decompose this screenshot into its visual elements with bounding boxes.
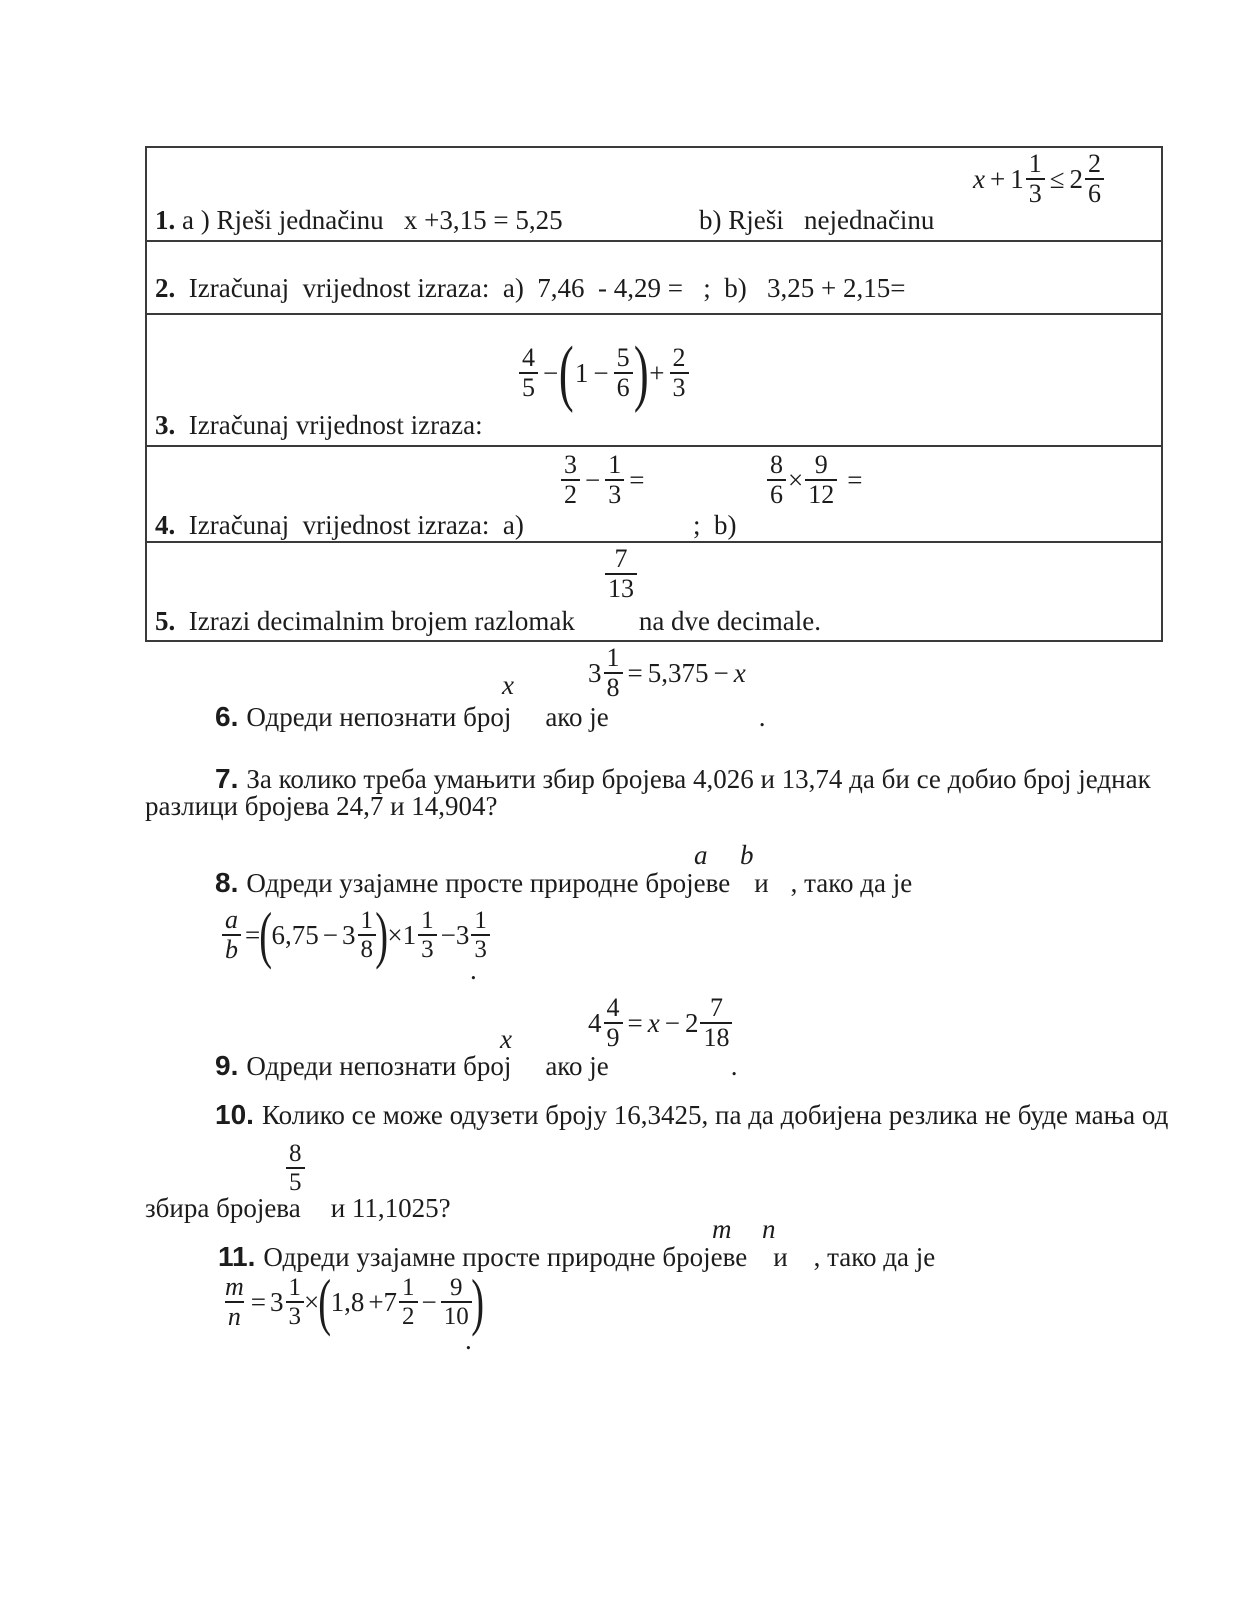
numerator: 1 bbox=[474, 907, 487, 934]
row1-text bbox=[155, 204, 563, 237]
var-x: x bbox=[647, 1007, 660, 1038]
decimal-number: 6,75 bbox=[271, 919, 319, 950]
row1-text-b bbox=[699, 204, 934, 237]
whole-part: 3 bbox=[588, 657, 602, 688]
equals-sign: = bbox=[245, 919, 261, 950]
mixed-number bbox=[342, 907, 376, 963]
fraction bbox=[1085, 150, 1104, 208]
numerator: 2 bbox=[672, 342, 686, 372]
numerator: 4 bbox=[522, 342, 535, 372]
denominator: 8 bbox=[358, 934, 377, 963]
denominator: 8 bbox=[604, 672, 623, 702]
problem-number: 1. bbox=[155, 205, 176, 235]
close-paren: ) bbox=[375, 898, 389, 970]
problem-number: 10. bbox=[215, 1099, 254, 1130]
p9-text bbox=[215, 1049, 738, 1083]
row5-text bbox=[155, 605, 821, 638]
p8-var-a: a bbox=[694, 840, 708, 870]
problem-number: 9. bbox=[215, 1050, 239, 1081]
problem-number: 7. bbox=[215, 763, 239, 794]
numerator: 1 bbox=[360, 907, 374, 934]
fraction bbox=[222, 906, 241, 964]
row3-statement: Izračunaj vrijednost izraza: bbox=[175, 410, 483, 440]
p7-statement-line1: За колико треба умањити збир бројева 4,026 и 13,74 да би се добио број једнак bbox=[246, 764, 1151, 794]
fraction bbox=[286, 1140, 305, 1196]
p11-period: . bbox=[465, 1325, 472, 1355]
denominator: 3 bbox=[418, 934, 437, 963]
row4-text bbox=[155, 509, 524, 542]
minus-sign: − bbox=[585, 464, 601, 495]
p8-equation bbox=[222, 896, 490, 974]
fraction bbox=[614, 344, 633, 402]
numerator: 5 bbox=[616, 342, 630, 372]
table-row-5 bbox=[147, 543, 1161, 640]
p9-statement-b: ако је bbox=[545, 1051, 609, 1081]
table-row-4 bbox=[147, 447, 1161, 543]
fraction bbox=[605, 545, 637, 603]
whole-part: 3 bbox=[342, 919, 356, 950]
denominator: 3 bbox=[605, 479, 624, 509]
denominator: b bbox=[222, 934, 241, 964]
row4-formula-a bbox=[561, 451, 644, 509]
p10-line2 bbox=[145, 1192, 451, 1225]
p9-statement-a: Одреди непознати број bbox=[246, 1051, 512, 1081]
table-row-1 bbox=[147, 148, 1161, 242]
fraction bbox=[399, 1274, 418, 1330]
numerator: 4 bbox=[606, 992, 620, 1022]
whole-part: 4 bbox=[588, 1007, 602, 1038]
numerator: m bbox=[225, 1271, 244, 1301]
row4-formula-b bbox=[767, 451, 862, 509]
p8-period: . bbox=[470, 955, 477, 985]
p6-statement-b: ако је bbox=[545, 702, 609, 732]
row5-fraction-formula bbox=[605, 545, 637, 603]
p11-var-n: n bbox=[762, 1214, 776, 1244]
p6-statement-a: Одреди непознати број bbox=[246, 702, 512, 732]
denominator: 5 bbox=[286, 1167, 305, 1196]
times-sign: × bbox=[304, 1286, 320, 1317]
plus-sign: + bbox=[649, 357, 665, 388]
open-paren: ( bbox=[559, 331, 574, 414]
p8-var-b: b bbox=[740, 840, 754, 870]
problem-number: 2. bbox=[155, 273, 176, 303]
minus-sign: − bbox=[543, 357, 559, 388]
integer: 1 bbox=[574, 357, 589, 388]
p11-var-m: m bbox=[712, 1214, 732, 1244]
p9-var-x: x bbox=[500, 1024, 512, 1054]
fraction bbox=[1026, 150, 1045, 208]
fraction bbox=[441, 1274, 472, 1330]
whole-part: 2 bbox=[1069, 163, 1084, 194]
denominator: 13 bbox=[605, 573, 637, 603]
numerator: 1 bbox=[402, 1274, 415, 1301]
problem-number: 11. bbox=[218, 1241, 256, 1272]
problems-table bbox=[145, 146, 1163, 642]
fraction bbox=[605, 451, 624, 509]
mixed-number bbox=[588, 644, 623, 702]
plus-sign: + bbox=[989, 163, 1006, 194]
numerator: 9 bbox=[814, 449, 828, 479]
denominator: 2 bbox=[399, 1301, 418, 1330]
denominator: 3 bbox=[670, 372, 689, 402]
row4-statement-b: ; b) bbox=[693, 510, 737, 540]
mixed-number bbox=[270, 1274, 304, 1330]
whole-part: 3 bbox=[270, 1286, 284, 1317]
table-row-2 bbox=[147, 242, 1161, 315]
problem-number: 6. bbox=[215, 701, 239, 732]
denominator: 12 bbox=[805, 479, 837, 509]
close-paren: ) bbox=[471, 1265, 484, 1337]
numerator: a bbox=[225, 904, 238, 934]
row4-text-b bbox=[693, 509, 737, 542]
denominator: 6 bbox=[614, 372, 633, 402]
whole-part: 1 bbox=[402, 919, 417, 950]
fraction bbox=[286, 1274, 305, 1330]
mixed-number bbox=[685, 994, 733, 1052]
numerator: 1 bbox=[1028, 148, 1042, 178]
p6-equation bbox=[588, 642, 746, 704]
p11-statement-a: Одреди узајамне просте природне бројеве bbox=[263, 1242, 748, 1272]
numerator: 1 bbox=[608, 449, 622, 479]
mixed-number bbox=[1010, 150, 1045, 208]
fraction bbox=[700, 994, 732, 1052]
numerator: 7 bbox=[709, 992, 723, 1022]
problem-number: 4. bbox=[155, 510, 176, 540]
decimal-number: 5,375 bbox=[647, 657, 709, 688]
numerator: 1 bbox=[288, 1274, 302, 1301]
denominator: 10 bbox=[441, 1301, 472, 1330]
mixed-number bbox=[1070, 150, 1105, 208]
minus-sign: − bbox=[713, 657, 729, 688]
minus-sign: − bbox=[322, 919, 339, 950]
numerator: 2 bbox=[1088, 148, 1102, 178]
period: . bbox=[758, 702, 766, 732]
open-paren: ( bbox=[318, 1265, 332, 1337]
row5-statement-a: Izrazi decimalnim brojem razlomak bbox=[175, 606, 575, 636]
denominator: n bbox=[225, 1301, 244, 1331]
problem-number: 3. bbox=[155, 410, 176, 440]
row2-statement: Izračunaj vrijednost izraza: a) 7,46 - 4,29 = ; b) 3,25 + 2,15= bbox=[175, 273, 906, 303]
denominator: 5 bbox=[519, 372, 538, 402]
fraction bbox=[519, 344, 538, 402]
mixed-number bbox=[403, 907, 437, 963]
numerator: 8 bbox=[770, 449, 783, 479]
fraction bbox=[418, 907, 437, 963]
p11-statement-b: , тако да је bbox=[813, 1242, 936, 1272]
minus-sign: − bbox=[421, 1286, 437, 1317]
decimal-number: 1,8 bbox=[330, 1286, 365, 1317]
equals-sign: = bbox=[627, 1007, 643, 1038]
fraction bbox=[805, 451, 837, 509]
p11-equation bbox=[222, 1262, 484, 1342]
whole-part: 1 bbox=[1010, 163, 1024, 194]
denominator: 18 bbox=[700, 1022, 732, 1052]
numerator: 8 bbox=[289, 1140, 302, 1167]
numerator: 1 bbox=[421, 907, 434, 934]
p7-line2 bbox=[145, 790, 498, 823]
minus-sign: − bbox=[593, 357, 609, 388]
denominator: 6 bbox=[1085, 178, 1104, 208]
row1-statement-b: b) Rješi nejednačinu bbox=[699, 205, 935, 235]
p10-statement-line2a: збира бројева bbox=[145, 1193, 301, 1223]
equals-sign: = bbox=[847, 464, 863, 495]
equals-sign: = bbox=[250, 1286, 267, 1317]
denominator: 3 bbox=[286, 1301, 305, 1330]
p6-text bbox=[215, 700, 766, 734]
p10-line1 bbox=[215, 1098, 1168, 1132]
denominator: 9 bbox=[604, 1022, 623, 1052]
problem-number: 8. bbox=[215, 867, 239, 898]
p10-statement-line1: Колико се може одузети броју 16,3425, па да добијена резлика не буде мања од bbox=[261, 1100, 1169, 1130]
fraction bbox=[604, 644, 623, 702]
row1-inequality-formula bbox=[973, 148, 1104, 210]
fraction bbox=[670, 344, 689, 402]
row3-text bbox=[155, 409, 483, 442]
p8-text bbox=[215, 866, 912, 900]
row5-statement-b: na dve decimale. bbox=[638, 606, 821, 636]
row3-expression-formula bbox=[519, 331, 689, 415]
whole-part: 7 bbox=[383, 1286, 398, 1317]
p10-fraction bbox=[286, 1140, 305, 1196]
open-paren: ( bbox=[259, 898, 273, 970]
p10-statement-line2b: и 11,1025? bbox=[330, 1193, 451, 1223]
whole-part: 3 bbox=[455, 919, 470, 950]
equals-sign: = bbox=[629, 464, 645, 495]
p6-var-x: x bbox=[502, 670, 514, 700]
numerator: 9 bbox=[450, 1274, 463, 1301]
minus-sign: − bbox=[440, 919, 456, 950]
p8-statement-a: Одреди узајамне просте природне бројеве bbox=[246, 868, 731, 898]
fraction bbox=[561, 451, 580, 509]
fraction bbox=[767, 451, 786, 509]
equals-sign: = bbox=[627, 657, 643, 688]
plus-sign: + bbox=[368, 1286, 384, 1317]
row1-statement: a ) Rješi jednačinu x +3,15 = 5,25 bbox=[175, 205, 563, 235]
p11-conj: и bbox=[773, 1242, 788, 1272]
problem-number: 5. bbox=[155, 606, 176, 636]
fraction bbox=[604, 994, 623, 1052]
var-x: x bbox=[973, 163, 985, 194]
denominator: 3 bbox=[471, 934, 490, 963]
var-x: x bbox=[733, 657, 746, 688]
p9-equation bbox=[588, 992, 732, 1054]
numerator: 1 bbox=[606, 642, 620, 672]
le-sign: ≤ bbox=[1049, 163, 1065, 194]
period: . bbox=[730, 1051, 738, 1081]
fraction bbox=[358, 907, 377, 963]
denominator: 6 bbox=[767, 479, 786, 509]
row4-statement: Izračunaj vrijednost izraza: a) bbox=[175, 510, 524, 540]
p8-statement-b: , тако да је bbox=[790, 868, 913, 898]
whole-part: 2 bbox=[684, 1007, 699, 1038]
times-sign: × bbox=[387, 919, 403, 950]
table-row-3 bbox=[147, 315, 1161, 447]
numerator: 3 bbox=[564, 449, 577, 479]
numerator: 7 bbox=[614, 543, 628, 573]
times-sign: × bbox=[788, 464, 804, 495]
fraction bbox=[222, 1273, 247, 1331]
p8-conj: и bbox=[754, 868, 769, 898]
denominator: 3 bbox=[1026, 178, 1045, 208]
denominator: 2 bbox=[561, 479, 580, 509]
minus-sign: − bbox=[664, 1007, 680, 1038]
close-paren: ) bbox=[633, 331, 649, 414]
mixed-number bbox=[588, 994, 623, 1052]
row2-text bbox=[155, 272, 905, 305]
p7-statement-line2: разлици бројева 24,7 и 14,904? bbox=[145, 791, 498, 821]
mixed-number bbox=[384, 1274, 418, 1330]
